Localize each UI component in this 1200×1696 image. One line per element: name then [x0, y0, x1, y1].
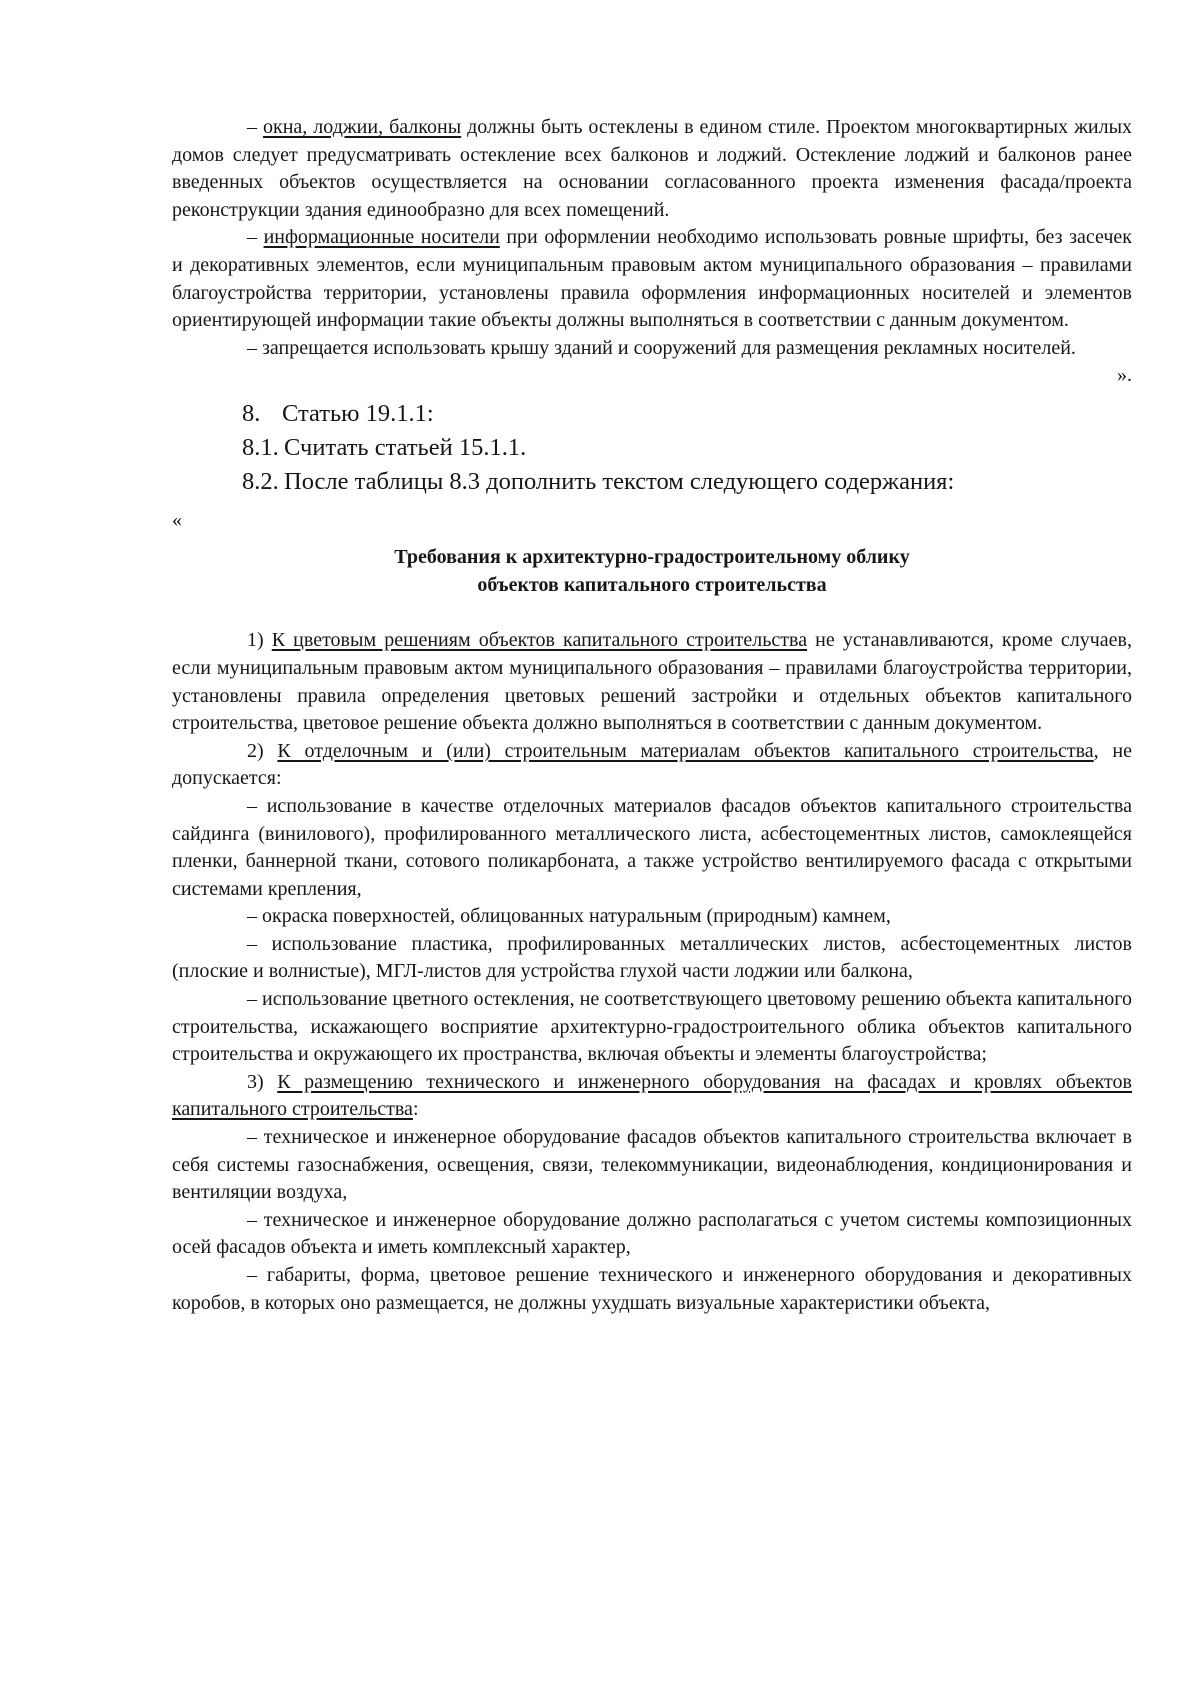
section-heading: Требования к архитектурно-градостроительному облику объектов капитального строительства	[394, 546, 910, 597]
underlined-term: К цветовым решениям объектов капитального строительства	[271, 629, 808, 652]
spacer	[172, 599, 1132, 627]
paragraph-roof-ban: – запрещается использовать крышу зданий и сооружений для размещения рекламных носителей.	[247, 336, 1076, 359]
paragraph-materials-glazing: – использование цветного остекления, не соответствующего цветовому решению объекта капитального строительства, искажающего восприятие архитектурно-градостроительного облика объектов капитального строительства и окружающего их пространства, включая объекты и элементы благоустройства;	[172, 988, 1132, 1066]
amendment-item-8-2: 8.2. После таблицы 8.3 дополнить текстом следующего содержания:	[242, 468, 955, 496]
paragraph-equipment-systems: – техническое и инженерное оборудование фасадов объектов капитального строительства включает в себя системы газоснабжения, освещения, связи, телекоммуникации, видеонаблюдения, кондиционирования и вентиляции воздуха,	[172, 1126, 1132, 1204]
underlined-term: информационные носители	[263, 226, 500, 249]
opening-quote: «	[172, 509, 182, 532]
paragraph-materials-stone: – окраска поверхностей, облицованных натуральным (природным) камнем,	[247, 905, 891, 928]
amendment-item-8: 8. Статью 19.1.1:	[242, 400, 434, 428]
underlined-term: окна, лоджии, балконы	[263, 116, 462, 138]
paragraph-equipment-axes: – техническое и инженерное оборудование должно располагаться с учетом системы композиционных осей фасадов объекта и иметь комплексный характер,	[172, 1208, 1132, 1259]
underlined-term: К отделочным и (или) строительным материалам объектов капитального строительства	[277, 739, 1094, 762]
paragraph-info-carriers: – информационные носители при оформлении необходимо использовать ровные шрифты, без засечек и декоративных элементов, если муниципальным правовым актом муниципального образования – правилами благоустройства территории, установлены правила оформления информационных носителей и элементов ориентирующей информации такие объекты должны выполняться в соответствии с данным документом.	[172, 226, 1133, 332]
paragraph-equipment: 3) К размещению технического и инженерного оборудования на фасадах и кровлях объектов капитального строительства:	[172, 1070, 1132, 1121]
paragraph-color-solutions: 1) К цветовым решениям объектов капитального строительства не устанавливаются, кроме случаев, если муниципальным правовым актом муниципального образования – правилами благоустройства территории, установлены правила определения цветовых решений застройки и отдельных объектов капитального строительства, цветовое решение объекта должно выполняться в соответствии с данным документом.	[172, 629, 1132, 735]
paragraph-materials-siding: – использование в качестве отделочных материалов фасадов объектов капитального строительства сайдинга (винилового), профилированного металлического листа, асбестоцементных листов, самоклеящейся пленки, баннерной ткани, сотового поликарбоната, а также устройство вентилируемого фасада с открытыми системами крепления,	[172, 794, 1132, 900]
document-page	[172, 114, 1132, 1317]
paragraph-materials: 2) К отделочным и (или) строительным материалам объектов капитального строительства, не допускается:	[172, 739, 1132, 790]
paragraph-windows: – окна, лоджии, балконы должны быть остеклены в едином стиле. Проектом многоквартирных жилых домов следует предусматривать остекление всех балконов и лоджий. Остекление лоджий и балконов ранее введенных объектов осуществляется на основании согласованного проекта изменения фасада/проекта реконструкции здания единообразно для всех помещений.	[172, 116, 1133, 221]
underlined-term: К размещению технического и инженерного оборудования на фасадах и кровлях объектов капитального строительства	[172, 1070, 1132, 1121]
paragraph-materials-plastic: – использование пластика, профилированных металлических листов, асбестоцементных листов (плоские и волнистые), МГЛ-листов для устройства глухой части лоджии или балкона,	[172, 932, 1132, 983]
closing-quote: ».	[1117, 364, 1132, 387]
amendment-item-8-1: 8.1. Считать статьей 15.1.1.	[242, 434, 527, 462]
paragraph-equipment-dimensions: – габариты, форма, цветовое решение технического и инженерного оборудования и декоративных коробов, в которых оно размещается, не должны ухудшать визуальные характеристики объекта,	[172, 1264, 1132, 1314]
